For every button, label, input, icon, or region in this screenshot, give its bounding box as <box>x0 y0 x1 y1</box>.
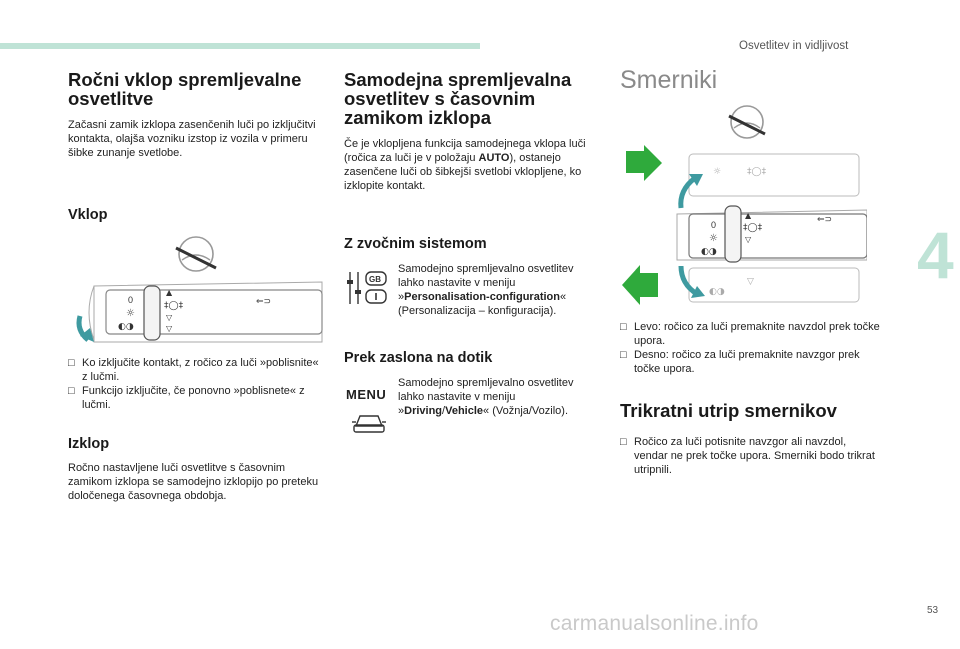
col2-title: Samodejna spremljevalna osvetlitev s časovnim zamikom izklopa <box>344 69 572 128</box>
izklop-heading: Izklop <box>68 436 110 452</box>
checkbox-bullet-icon: □ <box>68 357 75 369</box>
svg-text:▽: ▽ <box>166 324 173 333</box>
svg-text:‡◯‡: ‡◯‡ <box>743 223 763 233</box>
svg-text:▽: ▽ <box>747 277 754 287</box>
svg-text:☼: ☼ <box>709 233 718 244</box>
trikratni-heading: Trikratni utrip smernikov <box>620 400 837 421</box>
svg-text:⇐⊃: ⇐⊃ <box>256 297 272 307</box>
list-item: □ Ko izključite kontakt, z ročico za luči »poblisnite« z lučmi. <box>68 357 319 383</box>
svg-text:◐◑: ◐◑ <box>701 247 717 257</box>
svg-text:◐◑: ◐◑ <box>118 322 134 332</box>
steering-wheel-icon <box>729 106 765 138</box>
col1-intro: Začasni zamik izklopa zasenčenih luči po izključitvi kontakta, olajša vozniku izstop iz vozila v primeru šibke zunanje svetlobe. <box>68 119 316 159</box>
page-number: 53 <box>927 605 939 616</box>
dotik-heading: Prek zaslona na dotik <box>344 350 493 366</box>
izklop-text: Ročno nastavljene luči osvetlitve s časovnim zamikom izklopa se samodejno izklopijo po preteku določenega časovnega obdobja. <box>68 462 319 502</box>
menu-label: MENU <box>346 387 387 402</box>
list-item: □ Desno: ročico za luči premaknite navzgor prek točke upora. <box>620 349 860 375</box>
top-accent-band <box>0 43 480 49</box>
col1-title: Ročni vklop spremljevalne osvetlitve <box>68 69 302 109</box>
list-item: □ Ročico za luči potisnite navzgor ali navzdol, vendar ne prek točke upora. Smerniki bodo trikrat utripnili. <box>620 436 875 476</box>
zvok-heading: Z zvočnim sistemom <box>344 236 487 252</box>
svg-text:▽: ▽ <box>745 235 752 244</box>
svg-text:⇐⊃: ⇐⊃ <box>817 215 833 225</box>
zvok-text: Samodejno spremljevalno osvetlitev lahko nastavite v meniju »Personalisation-configuration« (Personalizacija – konfiguracija). <box>398 263 574 317</box>
green-arrow-down-left-icon <box>620 265 664 309</box>
svg-text:‡◯‡: ‡◯‡ <box>747 167 767 177</box>
trikratni-bullets <box>620 435 882 477</box>
chapter-number: 4 <box>917 218 954 292</box>
svg-text:0: 0 <box>711 220 717 230</box>
checkbox-bullet-icon: □ <box>68 385 75 397</box>
list-item: □ Funkcijo izključite, če ponovno »poblisnete« z lučmi. <box>68 385 305 411</box>
watermark: carmanualsonline.info <box>550 612 759 635</box>
steering-wheel-icon <box>176 237 216 271</box>
dotik-text: Samodejno spremljevalno osvetlitev lahko nastavite v meniju »Driving/Vehicle« (Vožnja/Vozilo). <box>398 377 574 417</box>
vklop-bullets <box>68 356 320 412</box>
car-icon <box>352 410 386 436</box>
svg-text:☼: ☼ <box>713 167 722 177</box>
svg-text:GB: GB <box>369 275 381 284</box>
smerniki-title: Smerniki <box>620 66 718 94</box>
svg-text:☼: ☼ <box>126 308 135 319</box>
curved-arrow-down-icon <box>79 316 94 342</box>
green-arrow-up-right-icon <box>620 145 664 189</box>
list-item: □ Levo: ročico za luči premaknite navzdol prek točke upora. <box>620 321 880 347</box>
svg-text:◐◑: ◐◑ <box>709 287 725 297</box>
svg-text:▲: ▲ <box>166 288 173 297</box>
audio-settings-icon <box>344 266 390 308</box>
svg-text:▽: ▽ <box>166 313 173 322</box>
svg-text:‡◯‡: ‡◯‡ <box>164 301 184 311</box>
vklop-heading: Vklop <box>68 207 108 223</box>
checkbox-bullet-icon: □ <box>620 349 627 361</box>
chapter-title: Osvetlitev in vidljivost <box>739 40 849 52</box>
col2-intro: Če je vklopljena funkcija samodejnega vklopa luči (ročica za luči je v položaju AUTO), ostanejo zasenčene luči ob šibkejši svetlobi vklopljene, ko izklopite kontakt. <box>344 138 586 192</box>
svg-text:0: 0 <box>128 295 134 305</box>
light-stalk-illustration <box>66 232 324 344</box>
svg-text:▲: ▲ <box>745 211 752 220</box>
smerniki-bullets <box>620 320 880 376</box>
checkbox-bullet-icon: □ <box>620 436 627 448</box>
checkbox-bullet-icon: □ <box>620 321 627 333</box>
